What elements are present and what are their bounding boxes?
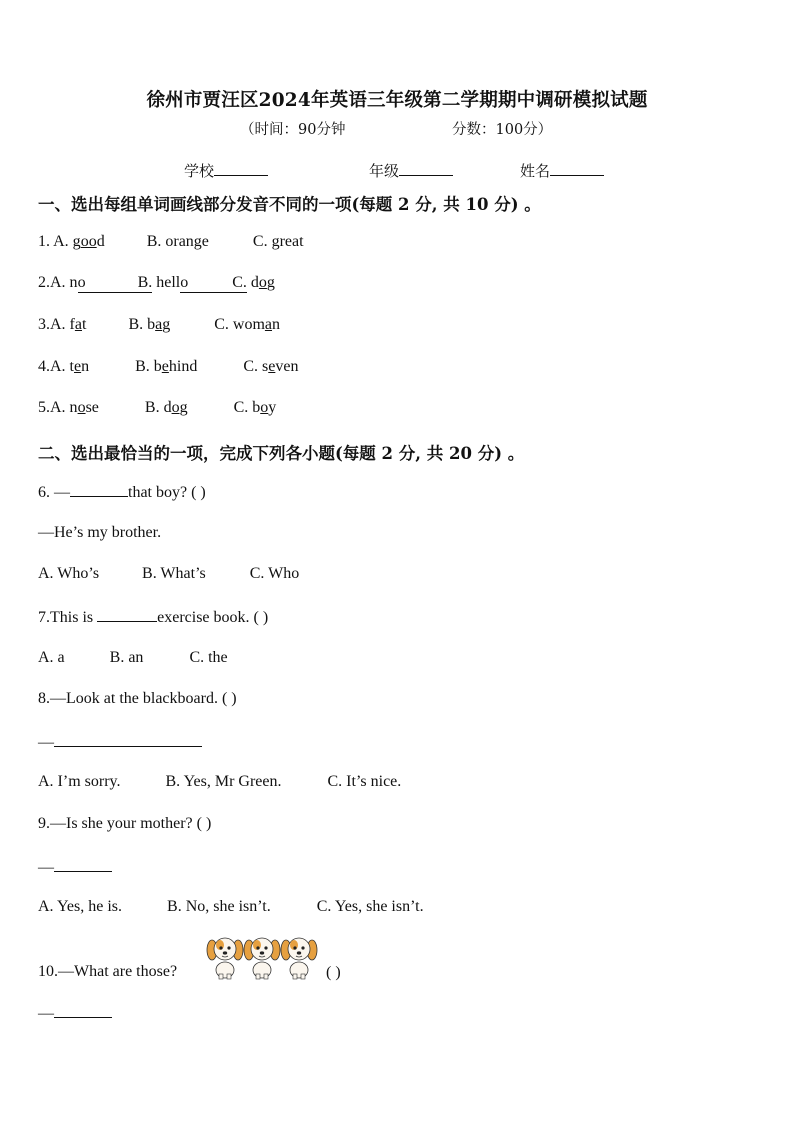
- answer-blank[interactable]: [54, 857, 112, 872]
- answer-blank[interactable]: [97, 607, 157, 622]
- question-6: 6. — that boy? ( ): [38, 484, 206, 501]
- grade-label: 年级: [369, 162, 400, 180]
- name-label: 姓名: [520, 162, 551, 180]
- option-c[interactable]: C. Yes, she isn’t.: [316, 898, 424, 915]
- puppy-icon: [207, 938, 243, 979]
- question-10: 10.—What are those?: [38, 963, 178, 980]
- question-9-options: [38, 898, 424, 916]
- option-a[interactable]: A. a: [38, 649, 65, 666]
- question-7: 7.This is exercise book. ( ): [38, 609, 269, 626]
- option-c[interactable]: C. Who: [249, 565, 300, 582]
- puppy-icon-group: [206, 934, 320, 980]
- question-8-answer: —: [38, 732, 202, 752]
- section2-heading: 二、选出最恰当的一项，完成下列各小题(每题 2 分, 共 20 分) 。: [38, 444, 525, 463]
- question-9: 9.—Is she your mother? ( ): [38, 815, 212, 832]
- question-6-options: [38, 565, 299, 583]
- name-blank[interactable]: [550, 161, 604, 176]
- name-field: [520, 160, 604, 181]
- grade-field: [369, 160, 453, 181]
- time-info: （时间：90分钟: [240, 122, 346, 138]
- question-10-paren: ( ): [326, 964, 341, 981]
- puppy-icon: [244, 938, 280, 979]
- option-b[interactable]: B. Yes, Mr Green.: [165, 773, 282, 790]
- option-a[interactable]: A. I’m sorry.: [38, 773, 121, 790]
- answer-blank[interactable]: [54, 732, 202, 747]
- question-10-answer: —: [38, 1003, 112, 1023]
- school-label: 学校: [184, 162, 215, 180]
- question-2: 2.A. no B. hello C. dog: [38, 274, 275, 291]
- answer-blank[interactable]: [54, 1003, 112, 1018]
- question-1: 1. A. good B. orange C. great: [38, 233, 304, 250]
- school-blank[interactable]: [214, 161, 268, 176]
- page-title: 徐州市贾汪区2024年英语三年级第二学期期中调研模拟试题: [146, 90, 648, 111]
- option-b[interactable]: B. No, she isn’t.: [167, 898, 271, 915]
- option-c[interactable]: C. It’s nice.: [327, 773, 402, 790]
- puppy-icon: [281, 938, 317, 979]
- grade-blank[interactable]: [399, 161, 453, 176]
- question-7-options: [38, 649, 228, 667]
- option-b[interactable]: B. What’s: [142, 565, 206, 582]
- question-3: 3.A. fat B. bag C. woman: [38, 316, 281, 333]
- question-8-options: [38, 773, 401, 791]
- school-field: [184, 160, 268, 181]
- option-b[interactable]: B. an: [109, 649, 144, 666]
- option-a[interactable]: A. Yes, he is.: [38, 898, 123, 915]
- option-a[interactable]: A. Who’s: [38, 565, 100, 582]
- puppies-image: [206, 934, 320, 980]
- question-6-answer: —He’s my brother.: [38, 524, 162, 541]
- section1-heading: 一、选出每组单词画线部分发音不同的一项(每题 2 分, 共 10 分) 。: [38, 195, 541, 214]
- question-8: 8.—Look at the blackboard. ( ): [38, 690, 237, 707]
- score-info: 分数：100分）: [452, 122, 553, 138]
- answer-blank[interactable]: [70, 482, 128, 497]
- question-5: 5.A. nose B. dog C. boy: [38, 399, 277, 416]
- question-9-answer: —: [38, 857, 112, 877]
- option-c[interactable]: C. the: [189, 649, 228, 666]
- question-4: 4.A. ten B. behind C. seven: [38, 358, 299, 375]
